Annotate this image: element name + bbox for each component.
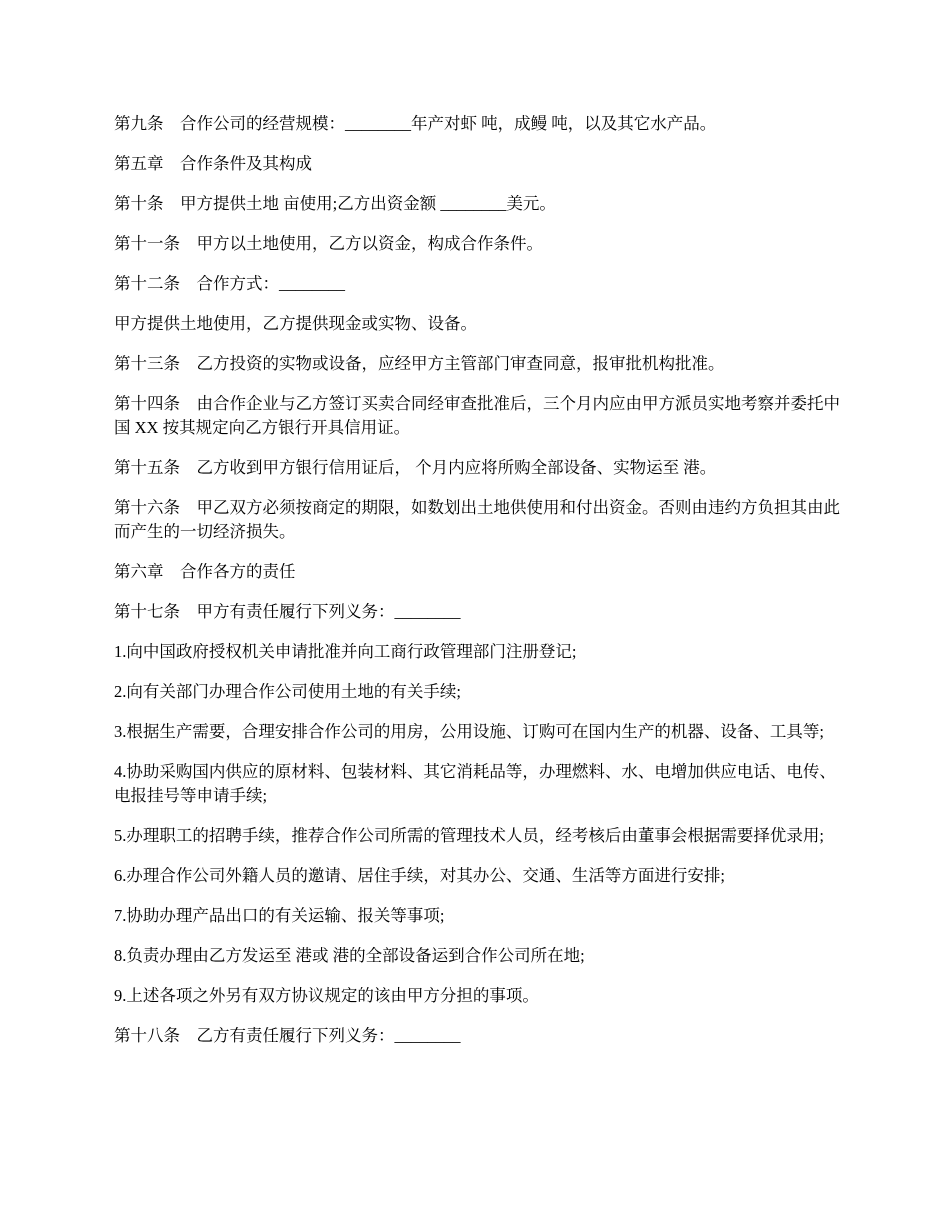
party-a-duty-7: 7.协助办理产品出口的有关运输、报关等事项; bbox=[114, 906, 445, 925]
party-a-duty-4: 4.协助采购国内供应的原材料、包装材料、其它消耗品等，办理燃料、水、电增加供应电话、电传、电报挂号等申请手续; bbox=[114, 762, 836, 805]
party-a-duty-3: 3.根据生产需要，合理安排合作公司的用房，公用设施、订购可在国内生产的机器、设备、工具等; bbox=[114, 722, 824, 741]
article-11: 第十一条 甲方以土地使用，乙方以资金，构成合作条件。 bbox=[114, 234, 543, 253]
article-9: 第九条 合作公司的经营规模：________年产对虾 吨，成鳗 吨，以及其它水产品。 bbox=[114, 114, 717, 133]
party-a-duty-5: 5.办理职工的招聘手续，推荐合作公司所需的管理技术人员，经考核后由董事会根据需要择优录用; bbox=[114, 826, 824, 845]
article-12-detail: 甲方提供土地使用，乙方提供现金或实物、设备。 bbox=[114, 314, 477, 333]
article-12: 第十二条 合作方式：________ bbox=[114, 274, 345, 293]
article-18: 第十八条 乙方有责任履行下列义务：________ bbox=[114, 1026, 461, 1045]
article-16: 第十六条 甲乙双方必须按商定的期限，如数划出土地供使用和付出资金。否则由违约方负担其由此而产生的一切经济损失。 bbox=[114, 498, 840, 541]
article-14: 第十四条 由合作企业与乙方签订买卖合同经审查批准后，三个月内应由甲方派员实地考察并委托中国 XX 按其规定向乙方银行开具信用证。 bbox=[114, 394, 840, 437]
party-a-duty-6: 6.办理合作公司外籍人员的邀请、居住手续，对其办公、交通、生活等方面进行安排; bbox=[114, 866, 725, 885]
article-13: 第十三条 乙方投资的实物或设备，应经甲方主管部门审查同意，报审批机构批准。 bbox=[114, 354, 725, 373]
party-a-duty-2: 2.向有关部门办理合作公司使用土地的有关手续; bbox=[114, 682, 461, 701]
chapter-6-heading: 第六章 合作各方的责任 bbox=[114, 562, 296, 581]
party-a-duty-9: 9.上述各项之外另有双方协议规定的该由甲方分担的事项。 bbox=[114, 986, 539, 1005]
chapter-5-heading: 第五章 合作条件及其构成 bbox=[114, 154, 312, 173]
party-a-duty-8: 8.负责办理由乙方发运至 港或 港的全部设备运到合作公司所在地; bbox=[114, 946, 585, 965]
article-10: 第十条 甲方提供土地 亩使用;乙方出资金额 ________美元。 bbox=[114, 194, 556, 213]
article-15: 第十五条 乙方收到甲方银行信用证后， 个月内应将所购全部设备、实物运至 港。 bbox=[114, 458, 717, 477]
article-17: 第十七条 甲方有责任履行下列义务：________ bbox=[114, 602, 461, 621]
document-body bbox=[114, 112, 844, 1064]
party-a-duty-1: 1.向中国政府授权机关申请批准并向工商行政管理部门注册登记; bbox=[114, 642, 577, 661]
